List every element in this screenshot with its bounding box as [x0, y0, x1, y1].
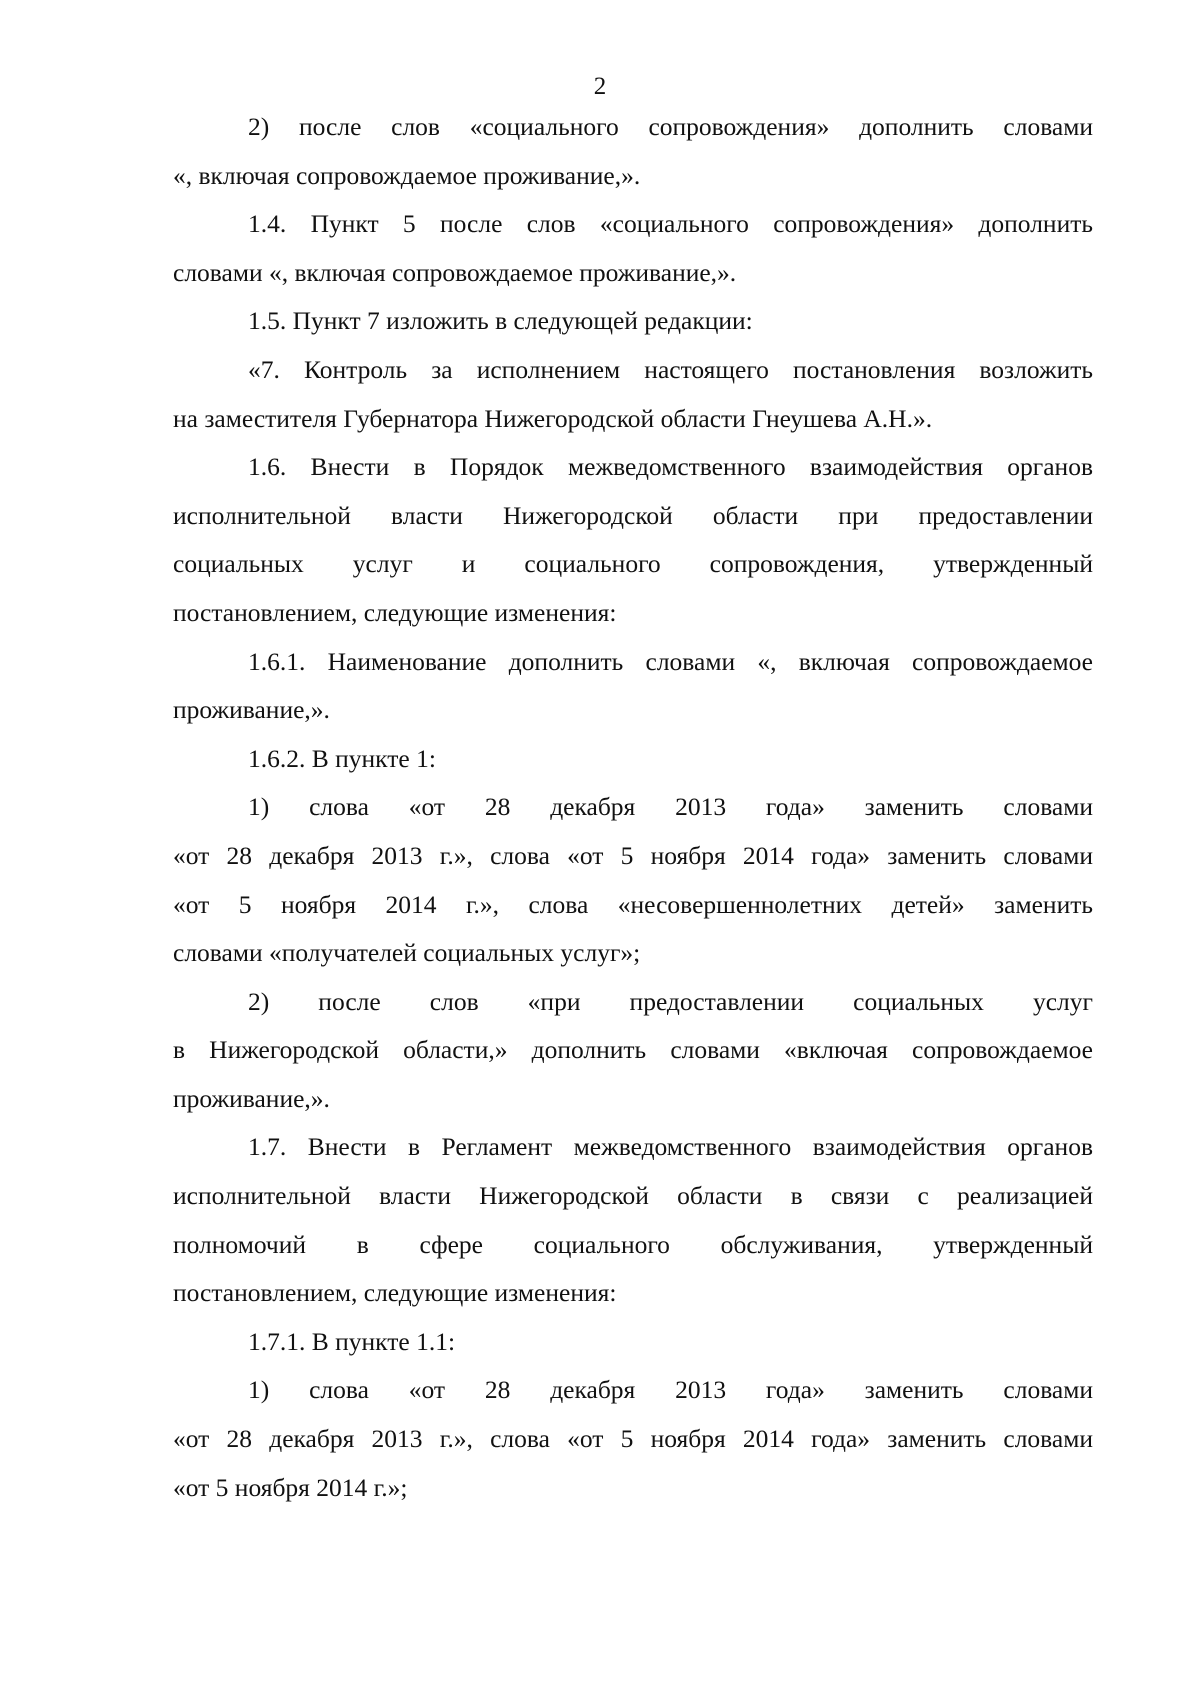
text-line: в Нижегородской области,» дополнить словами «включая сопровождаемое [173, 1035, 1093, 1065]
text-line: словами «, включая сопровождаемое проживание,». [173, 257, 737, 287]
text-line: исполнительной власти Нижегородской области при предоставлении [173, 500, 1093, 530]
text-line: словами «получателей социальных услуг»; [173, 938, 641, 968]
text-line: «, включая сопровождаемое проживание,». [173, 160, 641, 190]
text-line: социальных услуг и социального сопровождения, утвержденный [173, 549, 1093, 579]
text-line: 1.7.1. В пункте 1.1: [248, 1326, 456, 1356]
paragraph-1-6-2-item-1 [173, 783, 1093, 977]
paragraph-1-4 [173, 200, 1093, 297]
text-line: 1) слова «от 28 декабря 2013 года» заменить словами [248, 792, 1093, 822]
paragraph-1-7-1 [173, 1318, 1093, 1367]
text-line: «от 28 декабря 2013 г.», слова «от 5 ноября 2014 года» заменить словами [173, 840, 1093, 870]
paragraph-1-6-1 [173, 638, 1093, 735]
text-line: 1.6.1. Наименование дополнить словами «, включая сопровождаемое [248, 646, 1093, 676]
text-line: 1) слова «от 28 декабря 2013 года» заменить словами [248, 1375, 1093, 1405]
text-line: полномочий в сфере социального обслуживания, утвержденный [173, 1229, 1093, 1259]
text-line: проживание,». [173, 695, 330, 725]
text-line: «от 5 ноября 2014 г.»; [173, 1472, 408, 1502]
paragraph-1-7-1-item-1 [173, 1366, 1093, 1512]
paragraph-item-7 [173, 346, 1093, 443]
text-line: постановлением, следующие изменения: [173, 1278, 617, 1308]
page-number: 2 [593, 73, 607, 100]
text-line: 2) после слов «социального сопровождения» дополнить словами [248, 112, 1093, 141]
paragraph-item-2 [173, 103, 1093, 200]
text-line: проживание,». [173, 1083, 330, 1113]
text-line: 1.6. Внести в Порядок межведомственного взаимодействия органов [248, 452, 1093, 482]
text-line: 1.7. Внести в Регламент межведомственного взаимодействия органов [248, 1132, 1093, 1162]
text-line: постановлением, следующие изменения: [173, 597, 617, 627]
paragraph-1-5 [173, 297, 1093, 346]
text-line: «от 5 ноября 2014 г.», слова «несовершеннолетних детей» заменить [173, 889, 1093, 919]
paragraph-1-6 [173, 443, 1093, 637]
paragraph-1-6-2 [173, 735, 1093, 784]
paragraph-1-7 [173, 1123, 1093, 1317]
text-line: исполнительной власти Нижегородской области в связи с реализацией [173, 1181, 1093, 1211]
text-line: 1.6.2. В пункте 1: [248, 743, 436, 773]
text-line: «7. Контроль за исполнением настоящего постановления возложить [248, 354, 1093, 384]
text-line: 1.5. Пункт 7 изложить в следующей редакции: [248, 306, 753, 336]
document-body [173, 103, 1093, 1512]
paragraph-1-6-2-item-2 [173, 978, 1093, 1124]
text-line: на заместителя Губернатора Нижегородской области Гнеушева А.Н.». [173, 403, 933, 433]
text-line: 2) после слов «при предоставлении социальных услуг [248, 986, 1093, 1016]
text-line: «от 28 декабря 2013 г.», слова «от 5 ноября 2014 года» заменить словами [173, 1424, 1093, 1454]
text-line: 1.4. Пункт 5 после слов «социального сопровождения» дополнить [248, 209, 1093, 239]
